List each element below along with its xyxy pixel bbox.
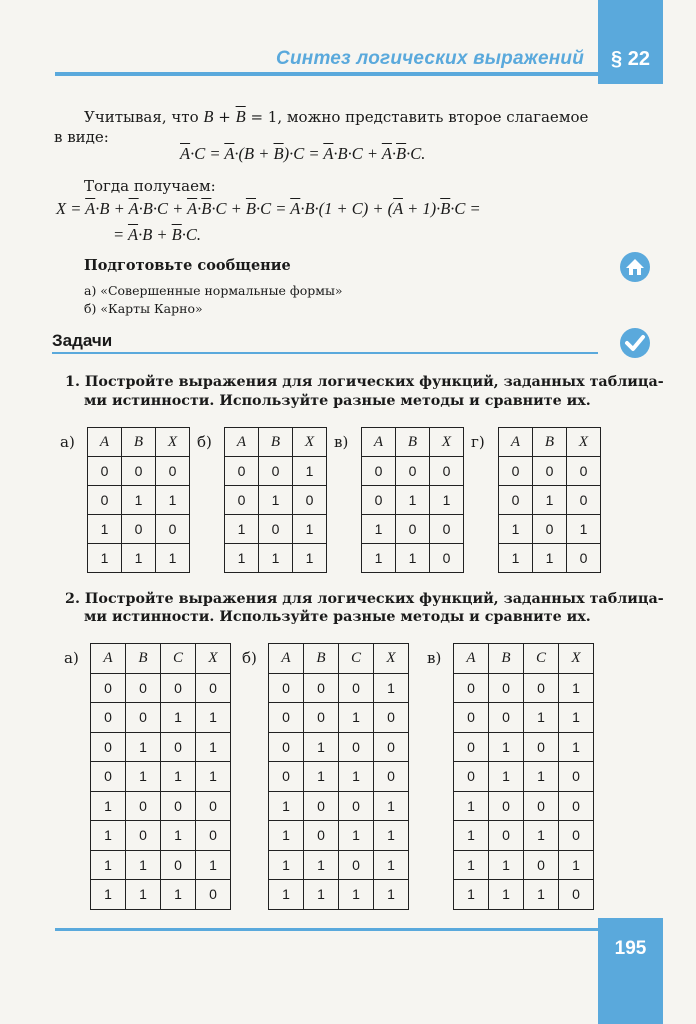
table-cell: 0	[196, 821, 231, 851]
table-cell: 1	[225, 515, 259, 544]
table-row	[269, 791, 409, 821]
table-cell: 1	[362, 515, 396, 544]
table-cell: 1	[126, 880, 161, 910]
table-cell: 1	[293, 515, 327, 544]
table-cell: 1	[454, 850, 489, 880]
table-cell: 1	[524, 762, 559, 792]
table-row	[269, 880, 409, 910]
table-cell: 1	[524, 821, 559, 851]
table-cell: 0	[559, 880, 594, 910]
table-cell: 0	[91, 673, 126, 703]
table-cell: 1	[269, 850, 304, 880]
table-cell: 1	[339, 880, 374, 910]
table-cell: 1	[489, 880, 524, 910]
truth-table	[268, 643, 409, 910]
table-cell: 1	[122, 544, 156, 573]
table-cell: 1	[156, 544, 190, 573]
table-row	[499, 544, 601, 573]
table-cell: 1	[196, 732, 231, 762]
table-cell: 0	[339, 791, 374, 821]
table-row	[454, 791, 594, 821]
table-cell: 1	[374, 673, 409, 703]
table-cell: 1	[126, 762, 161, 792]
table-header-row	[454, 644, 594, 674]
table-cell: 1	[259, 486, 293, 515]
column-header: A	[362, 428, 396, 457]
tasks-rule	[52, 352, 598, 354]
table-cell: 1	[196, 762, 231, 792]
table-cell: 0	[567, 486, 601, 515]
table-row	[499, 457, 601, 486]
table-cell: 0	[88, 486, 122, 515]
table-cell: 0	[196, 880, 231, 910]
table-cell: 1	[499, 515, 533, 544]
table-cell: 0	[430, 457, 464, 486]
page-number: 195	[614, 938, 647, 959]
table-cell: 0	[567, 457, 601, 486]
table-cell: 1	[88, 515, 122, 544]
table-label: в)	[334, 433, 349, 451]
table-cell: 0	[524, 850, 559, 880]
column-header: A	[499, 428, 533, 457]
table-cell: 0	[374, 762, 409, 792]
intro-paragraph: Учитывая, что $B + \overline{B} = 1$, можно представить второе слагаемое в виде:	[54, 107, 589, 146]
table-row	[88, 515, 190, 544]
table-row	[225, 544, 327, 573]
table-row	[225, 515, 327, 544]
table-cell: 1	[91, 850, 126, 880]
table-cell: 0	[126, 791, 161, 821]
page-number-tab	[598, 918, 663, 1024]
section-tab	[598, 0, 663, 84]
table-cell: 0	[126, 703, 161, 733]
table-cell: 0	[396, 457, 430, 486]
table-header-row	[88, 428, 190, 457]
table-label: а)	[64, 649, 79, 667]
table-cell: 0	[196, 791, 231, 821]
table-cell: 0	[524, 732, 559, 762]
table-header-row	[362, 428, 464, 457]
column-header: B	[304, 644, 339, 674]
table-cell: 0	[161, 732, 196, 762]
table-cell: 1	[559, 673, 594, 703]
table-cell: 1	[533, 486, 567, 515]
table-cell: 0	[524, 673, 559, 703]
table-cell: 0	[225, 457, 259, 486]
table-cell: 0	[489, 673, 524, 703]
table-row	[91, 703, 231, 733]
table-row	[362, 486, 464, 515]
table-cell: 1	[524, 880, 559, 910]
table-cell: 0	[454, 762, 489, 792]
table-row	[269, 850, 409, 880]
table-cell: 1	[374, 880, 409, 910]
table-cell: 0	[88, 457, 122, 486]
table-cell: 0	[269, 673, 304, 703]
table-cell: 0	[454, 703, 489, 733]
table-cell: 1	[374, 850, 409, 880]
table-cell: 1	[293, 544, 327, 573]
table-row	[88, 486, 190, 515]
table-cell: 1	[196, 703, 231, 733]
table-cell: 0	[559, 762, 594, 792]
table-row	[454, 850, 594, 880]
column-header: C	[161, 644, 196, 674]
tasks-heading: Задачи	[52, 331, 113, 350]
table-cell: 0	[196, 673, 231, 703]
table-cell: 0	[91, 762, 126, 792]
table-label: б)	[242, 649, 257, 667]
equation-2-line-1: $X = \overline{A}\cdot B + \overline{A}\cdot B\cdot C + \overline{A}\cdot\overline{B}\cdot C + \overline{B}\cdot C = \overline{A}\cdot B\cdot(1 + C) + (\overline{A} + 1)\cdot\overline{B}\cdot C$ =	[56, 199, 481, 218]
table-cell: 1	[489, 762, 524, 792]
table-cell: 1	[161, 703, 196, 733]
table-cell: 0	[374, 703, 409, 733]
column-header: B	[126, 644, 161, 674]
table-row	[454, 732, 594, 762]
column-header: A	[269, 644, 304, 674]
table-cell: 1	[374, 791, 409, 821]
table-row	[454, 673, 594, 703]
table-cell: 0	[489, 821, 524, 851]
table-cell: 1	[339, 762, 374, 792]
table-row	[269, 673, 409, 703]
check-icon[interactable]	[619, 327, 651, 359]
table-header-row	[499, 428, 601, 457]
table-cell: 1	[304, 850, 339, 880]
table-cell: 1	[559, 703, 594, 733]
column-header: A	[454, 644, 489, 674]
table-cell: 0	[362, 457, 396, 486]
table-cell: 1	[293, 457, 327, 486]
table-row	[88, 457, 190, 486]
prepare-item-2: б) «Карты Карно»	[84, 301, 203, 316]
table-row	[91, 821, 231, 851]
table-cell: 0	[489, 791, 524, 821]
truth-table	[87, 427, 190, 573]
table-cell: 0	[126, 673, 161, 703]
table-cell: 1	[196, 850, 231, 880]
column-header: X	[559, 644, 594, 674]
table-cell: 1	[430, 486, 464, 515]
table-row	[88, 544, 190, 573]
table-cell: 0	[304, 791, 339, 821]
table-cell: 1	[454, 791, 489, 821]
table-cell: 0	[524, 791, 559, 821]
equation-2-line-2: = $\overline{A}\cdot B + \overline{B}\cdot C$.	[113, 225, 202, 244]
table-cell: 0	[489, 703, 524, 733]
table-cell: 0	[339, 850, 374, 880]
column-header: X	[567, 428, 601, 457]
table-cell: 1	[304, 762, 339, 792]
chapter-title: Синтез логических выражений	[276, 48, 584, 69]
table-cell: 1	[269, 880, 304, 910]
table-cell: 1	[126, 732, 161, 762]
table-row	[91, 762, 231, 792]
table-row	[269, 821, 409, 851]
task-2-line-2: ми истинности. Используйте разные методы и сравните их.	[84, 609, 591, 625]
table-cell: 0	[533, 515, 567, 544]
table-cell: 0	[362, 486, 396, 515]
table-row	[454, 880, 594, 910]
column-header: B	[122, 428, 156, 457]
table-cell: 1	[126, 850, 161, 880]
table-cell: 0	[91, 703, 126, 733]
table-row	[362, 457, 464, 486]
table-row	[225, 457, 327, 486]
table-label: в)	[427, 649, 442, 667]
column-header: X	[196, 644, 231, 674]
table-cell: 0	[304, 673, 339, 703]
column-header: A	[88, 428, 122, 457]
table-cell: 0	[454, 732, 489, 762]
table-cell: 0	[269, 703, 304, 733]
table-cell: 0	[339, 732, 374, 762]
column-header: A	[225, 428, 259, 457]
table-cell: 0	[559, 821, 594, 851]
table-cell: 0	[269, 762, 304, 792]
table-cell: 0	[454, 673, 489, 703]
table-cell: 1	[269, 821, 304, 851]
table-cell: 0	[533, 457, 567, 486]
table-cell: 1	[91, 821, 126, 851]
table-header-row	[91, 644, 231, 674]
column-header: C	[524, 644, 559, 674]
truth-table	[224, 427, 327, 573]
table-cell: 1	[91, 880, 126, 910]
table-row	[269, 703, 409, 733]
column-header: A	[91, 644, 126, 674]
footer-rule	[55, 928, 598, 931]
table-cell: 0	[259, 457, 293, 486]
table-cell: 0	[122, 515, 156, 544]
table-cell: 1	[454, 880, 489, 910]
column-header: B	[533, 428, 567, 457]
column-header: X	[293, 428, 327, 457]
table-cell: 1	[567, 515, 601, 544]
table-cell: 0	[304, 703, 339, 733]
table-cell: 0	[396, 515, 430, 544]
table-cell: 1	[362, 544, 396, 573]
table-cell: 0	[269, 732, 304, 762]
table-row	[499, 486, 601, 515]
column-header: X	[374, 644, 409, 674]
column-header: B	[489, 644, 524, 674]
table-cell: 0	[304, 821, 339, 851]
section-number: § 22	[611, 48, 650, 70]
table-row	[269, 732, 409, 762]
table-cell: 0	[339, 673, 374, 703]
table-row	[454, 703, 594, 733]
table-row	[362, 515, 464, 544]
table-cell: 0	[122, 457, 156, 486]
table-row	[454, 821, 594, 851]
table-cell: 1	[396, 486, 430, 515]
table-cell: 1	[533, 544, 567, 573]
table-cell: 0	[161, 791, 196, 821]
truth-table	[498, 427, 601, 573]
table-header-row	[225, 428, 327, 457]
home-icon[interactable]	[619, 251, 651, 283]
table-cell: 1	[259, 544, 293, 573]
table-cell: 0	[156, 515, 190, 544]
task-1-line-1: 1. Постройте выражения для логических функций, заданных таблица-	[65, 374, 664, 390]
table-cell: 0	[126, 821, 161, 851]
table-row	[91, 850, 231, 880]
table-cell: 1	[304, 732, 339, 762]
column-header: X	[430, 428, 464, 457]
table-cell: 0	[374, 732, 409, 762]
table-row	[225, 486, 327, 515]
table-row	[499, 515, 601, 544]
table-cell: 0	[559, 791, 594, 821]
table-cell: 0	[293, 486, 327, 515]
table-cell: 1	[88, 544, 122, 573]
table-cell: 0	[161, 850, 196, 880]
table-cell: 1	[91, 791, 126, 821]
table-cell: 1	[339, 703, 374, 733]
table-cell: 1	[304, 880, 339, 910]
table-cell: 0	[161, 673, 196, 703]
table-row	[454, 762, 594, 792]
task-2-line-1: 2. Постройте выражения для логических функций, заданных таблица-	[65, 591, 664, 607]
table-cell: 0	[499, 486, 533, 515]
table-cell: 0	[225, 486, 259, 515]
header-rule	[55, 72, 598, 76]
truth-table	[90, 643, 231, 910]
table-cell: 0	[156, 457, 190, 486]
table-label: г)	[471, 433, 485, 451]
table-cell: 1	[269, 791, 304, 821]
table-row	[91, 732, 231, 762]
table-cell: 1	[122, 486, 156, 515]
table-cell: 1	[161, 821, 196, 851]
table-label: а)	[60, 433, 75, 451]
equation-1: $\overline{A}\cdot C = \overline{A}\cdot(B + \overline{B})\cdot C = \overline{A}\cdot B\cdot C + \overline{A}\cdot\overline{B}\cdot C$.	[180, 144, 426, 163]
table-row	[91, 673, 231, 703]
table-cell: 1	[559, 850, 594, 880]
prepare-item-1: а) «Совершенные нормальные формы»	[84, 283, 343, 298]
table-cell: 1	[499, 544, 533, 573]
truth-table	[453, 643, 594, 910]
table-cell: 1	[161, 880, 196, 910]
table-cell: 1	[489, 732, 524, 762]
task-1-line-2: ми истинности. Используйте разные методы и сравните их.	[84, 393, 591, 409]
table-header-row	[269, 644, 409, 674]
table-cell: 0	[499, 457, 533, 486]
column-header: C	[339, 644, 374, 674]
table-cell: 1	[161, 762, 196, 792]
column-header: X	[156, 428, 190, 457]
table-label: б)	[197, 433, 212, 451]
prepare-heading: Подготовьте сообщение	[84, 257, 291, 274]
table-row	[91, 791, 231, 821]
table-cell: 1	[374, 821, 409, 851]
then-text: Тогда получаем:	[84, 177, 216, 195]
table-row	[91, 880, 231, 910]
table-cell: 1	[559, 732, 594, 762]
table-cell: 1	[396, 544, 430, 573]
table-cell: 0	[430, 544, 464, 573]
table-row	[269, 762, 409, 792]
table-cell: 0	[567, 544, 601, 573]
column-header: B	[396, 428, 430, 457]
table-cell: 0	[259, 515, 293, 544]
column-header: B	[259, 428, 293, 457]
truth-table	[361, 427, 464, 573]
table-row	[362, 544, 464, 573]
table-cell: 1	[225, 544, 259, 573]
table-cell: 1	[524, 703, 559, 733]
table-cell: 0	[430, 515, 464, 544]
table-cell: 1	[489, 850, 524, 880]
table-cell: 1	[454, 821, 489, 851]
table-cell: 1	[156, 486, 190, 515]
table-cell: 1	[339, 821, 374, 851]
table-cell: 0	[91, 732, 126, 762]
